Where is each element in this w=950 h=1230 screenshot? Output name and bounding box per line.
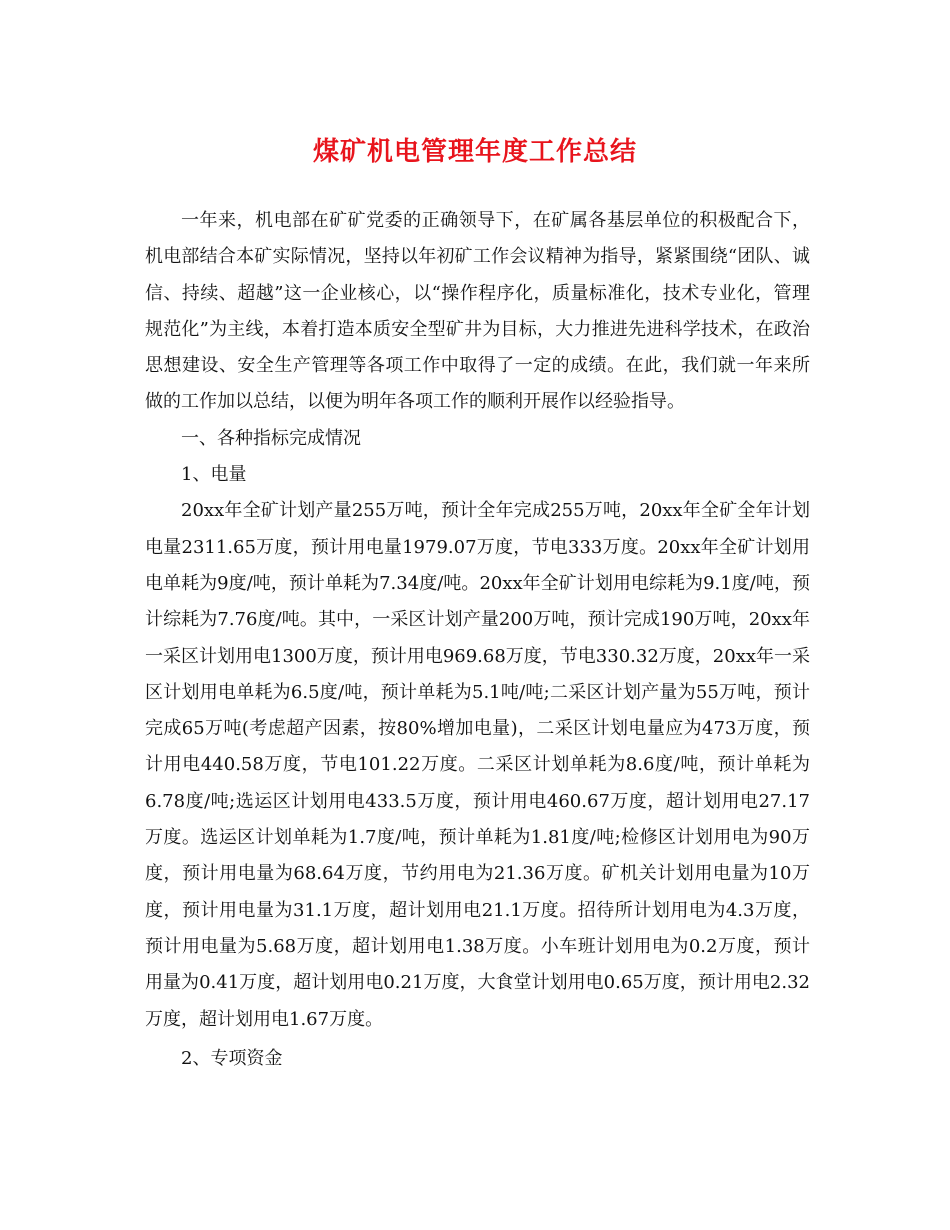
subsection-heading-electricity: 1、电量	[181, 464, 247, 486]
section-heading: 一、各种指标完成情况	[181, 427, 361, 449]
electricity-paragraph: 20xx年全矿计划产量255万吨，预计全年完成255万吨，20xx年全矿全年计划电量2311.65万度，预计用电量1979.07万度，节电333万度。20xx年全矿计划用电单耗为9度/吨，预计单耗为7.34度/吨。20xx年全矿计划用电综耗为9.1度/吨，预计综耗为7.76度/吨。其中，一采区计划产量200万吨，预计完成190万吨，20xx年一采区计划用电1300万度，预计用电969.68万度，节电330.32万度，20xx年一采区计划用电单耗为6.5度/吨，预计单耗为5.1吨/吨;二采区计划产量为55万吨，预计完成65万吨(考虑超产因素，按80%增加电量)，二采区计划电量应为473万度，预计用电440.58万度，节电101.22万度。二采区计划单耗为8.6度/吨，预计单耗为6.78度/吨;选运区计划用电433.5万度，预计用电460.67万度，超计划用电27.17万度。选运区计划单耗为1.7度/吨，预计单耗为1.81度/吨;检修区计划用电为90万度，预计用电量为68.64万度，节约用电为21.36万度。矿机关计划用电量为10万度，预计用电量为31.1万度，超计划用电21.1万度。招待所计划用电为4.3万度，预计用电量为5.68万度，超计划用电1.38万度。小车班计划用电为0.2万度，预计用量为0.41万度，超计划用电0.21万度，大食堂计划用电0.65万度，预计用电2.32万度，超计划用电1.67万度。	[145, 500, 810, 1030]
intro-paragraph: 一年来，机电部在矿矿党委的正确领导下，在矿属各基层单位的积极配合下，机电部结合本矿实际情况，坚持以年初矿工作会议精神为指导，紧紧围绕“团队、诚信、持续、超越”这一企业核心，以“操作程序化，质量标准化，技术专业化，管理规范化”为主线，本着打造本质安全型矿井为目标，大力推进先进科学技术，在政治思想建设、安全生产管理等各项工作中取得了一定的成绩。在此，我们就一年来所做的工作加以总结，以便为明年各项工作的顺利开展作以经验指导。	[145, 210, 810, 413]
document-title: 煤矿机电管理年度工作总结	[312, 137, 637, 167]
document-body	[145, 203, 810, 1077]
subsection-heading-special-funds: 2、专项资金	[181, 1047, 283, 1069]
